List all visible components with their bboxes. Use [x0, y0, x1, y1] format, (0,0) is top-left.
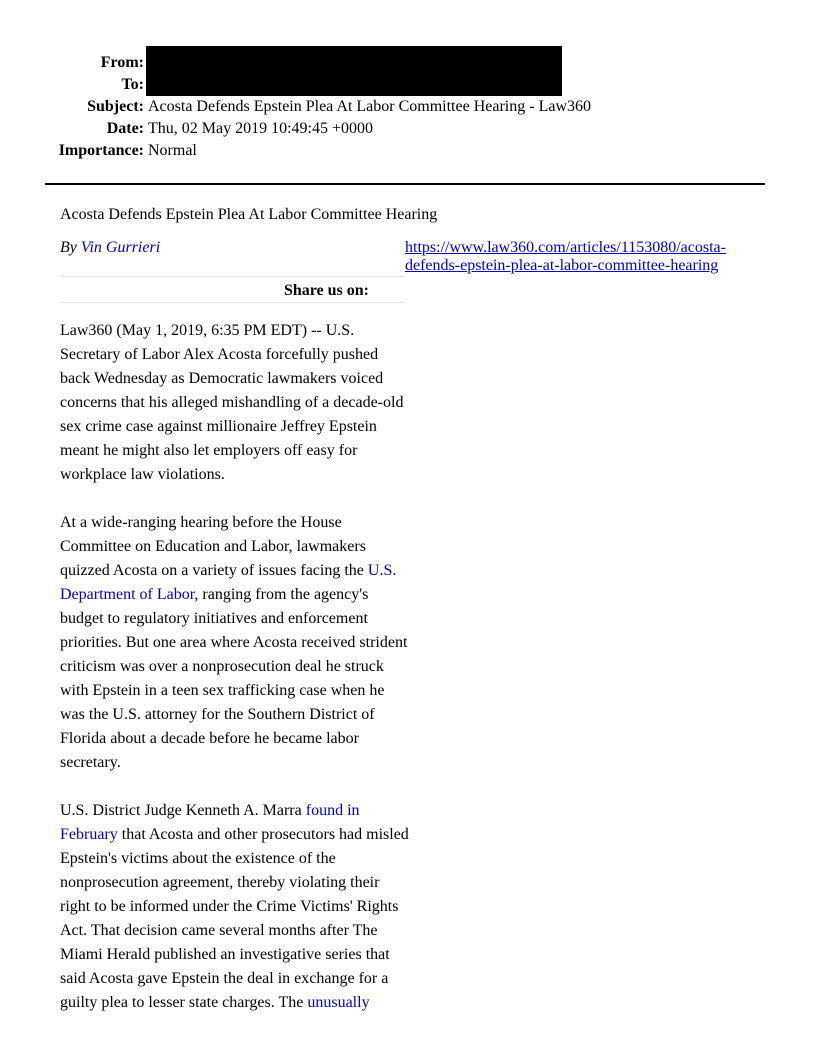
share-label: Share us on:	[283, 282, 369, 299]
article-body	[60, 319, 410, 1039]
subject-value: Acosta Defends Epstein Plea At Labor Committee Hearing - Law360	[148, 98, 591, 115]
paragraph-2-text-b: , ranging from the agency's budget to regulatory initiatives and enforcement priorities. But one area where Acosta received strident criticism was over a nonprosecution deal he struck with Epstein in a teen sex trafficking case when he was the U.S. attorney for the Southern District of Florida about a decade before he became labor secretary.	[60, 586, 408, 771]
importance-row	[0, 140, 816, 162]
article-headline: Acosta Defends Epstein Plea At Labor Committee Hearing	[60, 206, 438, 223]
paragraph-2	[60, 511, 410, 775]
author-link[interactable]: Vin Gurrieri	[80, 239, 161, 256]
share-divider-bottom	[60, 302, 405, 303]
paragraph-3-text-a: U.S. District Judge Kenneth A. Marra	[60, 802, 306, 819]
found-in-february-link[interactable]: found in February	[60, 802, 360, 843]
to-label: To:	[121, 76, 144, 93]
redaction-box	[146, 46, 562, 96]
paragraph-3-text-b: that Acosta and other prosecutors had misled Epstein's victims about the existence of the nonprosecution agreement, thereby violating their right to be informed under the Crime Victims' Rights Act. That decision came several months after The Miami Herald published an investigative series that said Acosta gave Epstein the deal in exchange for a guilty plea to lesser state charges. The	[60, 826, 409, 1011]
from-label: From:	[100, 54, 144, 71]
paragraph-3	[60, 799, 410, 1015]
unusually-link[interactable]: unusually	[307, 994, 370, 1011]
importance-value: Normal	[148, 142, 197, 159]
dol-link[interactable]: U.S. Department of Labor	[60, 562, 397, 603]
subject-label: Subject:	[87, 98, 144, 115]
paragraph-1: Law360 (May 1, 2019, 6:35 PM EDT) -- U.S. Secretary of Labor Alex Acosta forcefully pushed back Wednesday as Democratic lawmakers voiced concerns that his alleged mishandling of a decade-old sex crime case against millionaire Jeffrey Epstein meant he might also let employers off easy for workplace law violations.	[60, 322, 404, 483]
article-url-line-1: https://www.law360.com/articles/1153080/acosta-	[405, 239, 726, 256]
header-divider	[45, 183, 765, 185]
paragraph-2-text-a: At a wide-ranging hearing before the House Committee on Education and Labor, lawmakers quizzed Acosta on a variety of issues facing the	[60, 514, 368, 579]
date-label: Date:	[106, 120, 144, 137]
article-url-link[interactable]	[405, 239, 745, 275]
article-url-line-2: defends-epstein-plea-at-labor-committee-hearing	[405, 257, 719, 274]
share-divider-top	[60, 276, 405, 277]
byline	[60, 238, 160, 258]
date-value: Thu, 02 May 2019 10:49:45 +0000	[148, 120, 374, 137]
byline-prefix: By	[60, 239, 77, 256]
subject-row	[0, 96, 816, 118]
importance-label: Importance:	[58, 142, 144, 159]
date-row	[0, 118, 816, 140]
